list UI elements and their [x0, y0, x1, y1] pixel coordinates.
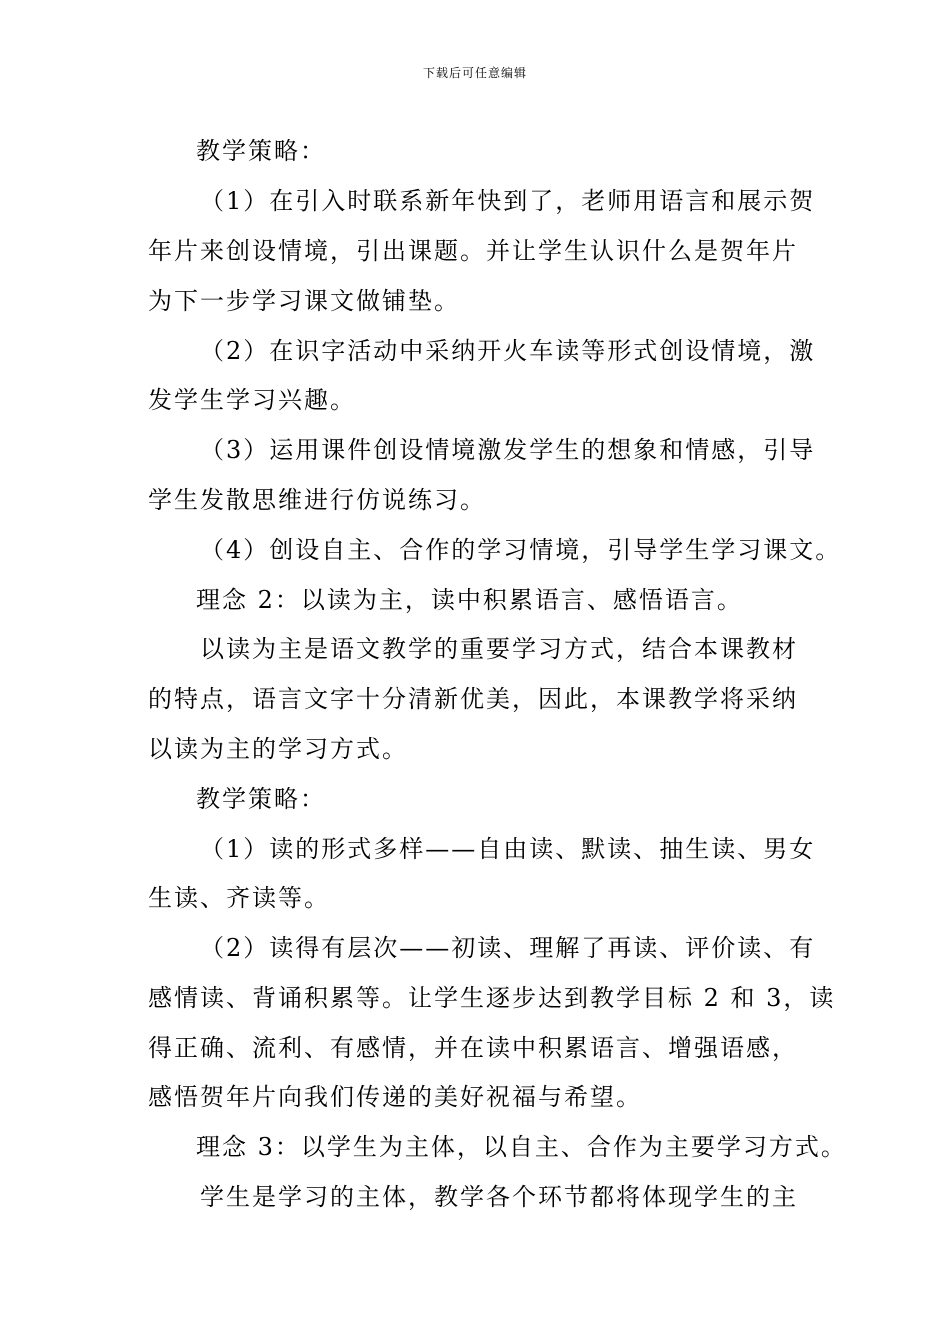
text-line: （2）在识字活动中采纳开火车读等形式创设情境，激 [200, 337, 816, 365]
text-line: 为下一步学习课文做铺垫。 [148, 287, 460, 315]
text-line: 理念 2：以读为主，读中积累语言、感悟语言。 [196, 586, 743, 614]
text-line: （1）在引入时联系新年快到了，老师用语言和展示贺 [200, 187, 816, 215]
text-line: 生读、齐读等。 [148, 884, 330, 912]
text-line: 感悟贺年片向我们传递的美好祝福与希望。 [148, 1083, 642, 1111]
text-line: （4）创设自主、合作的学习情境，引导学生学习课文。 [200, 536, 842, 564]
text-line: 年片来创设情境，引出课题。并让学生认识什么是贺年片 [148, 237, 798, 265]
page-header: 下载后可任意编辑 [422, 66, 527, 80]
text-line: 得正确、流利、有感情，并在读中积累语言、增强语感， [148, 1034, 798, 1062]
text-line: （1）读的形式多样——自由读、默读、抽生读、男女 [200, 835, 816, 863]
text-line: 教学策略： [196, 137, 326, 165]
text-line: 发学生学习兴趣。 [148, 386, 356, 414]
text-line: 感情读、背诵积累等。让学生逐步达到教学目标 2 和 3，读 [148, 984, 836, 1012]
text-line: （3）运用课件创设情境激发学生的想象和情感，引导 [200, 436, 816, 464]
text-line: 学生发散思维进行仿说练习。 [148, 486, 486, 514]
text-line: （2）读得有层次——初读、理解了再读、评价读、有 [200, 934, 816, 962]
text-line: 学生是学习的主体，教学各个环节都将体现学生的主 [200, 1183, 798, 1211]
text-line: 以读为主是语文教学的重要学习方式，结合本课教材 [200, 635, 798, 663]
text-line: 的特点，语言文字十分清新优美，因此，本课教学将采纳 [148, 685, 798, 713]
text-line: 理念 3：以学生为主体，以自主、合作为主要学习方式。 [196, 1133, 847, 1161]
text-line: 教学策略： [196, 785, 326, 813]
text-line: 以读为主的学习方式。 [148, 735, 408, 763]
